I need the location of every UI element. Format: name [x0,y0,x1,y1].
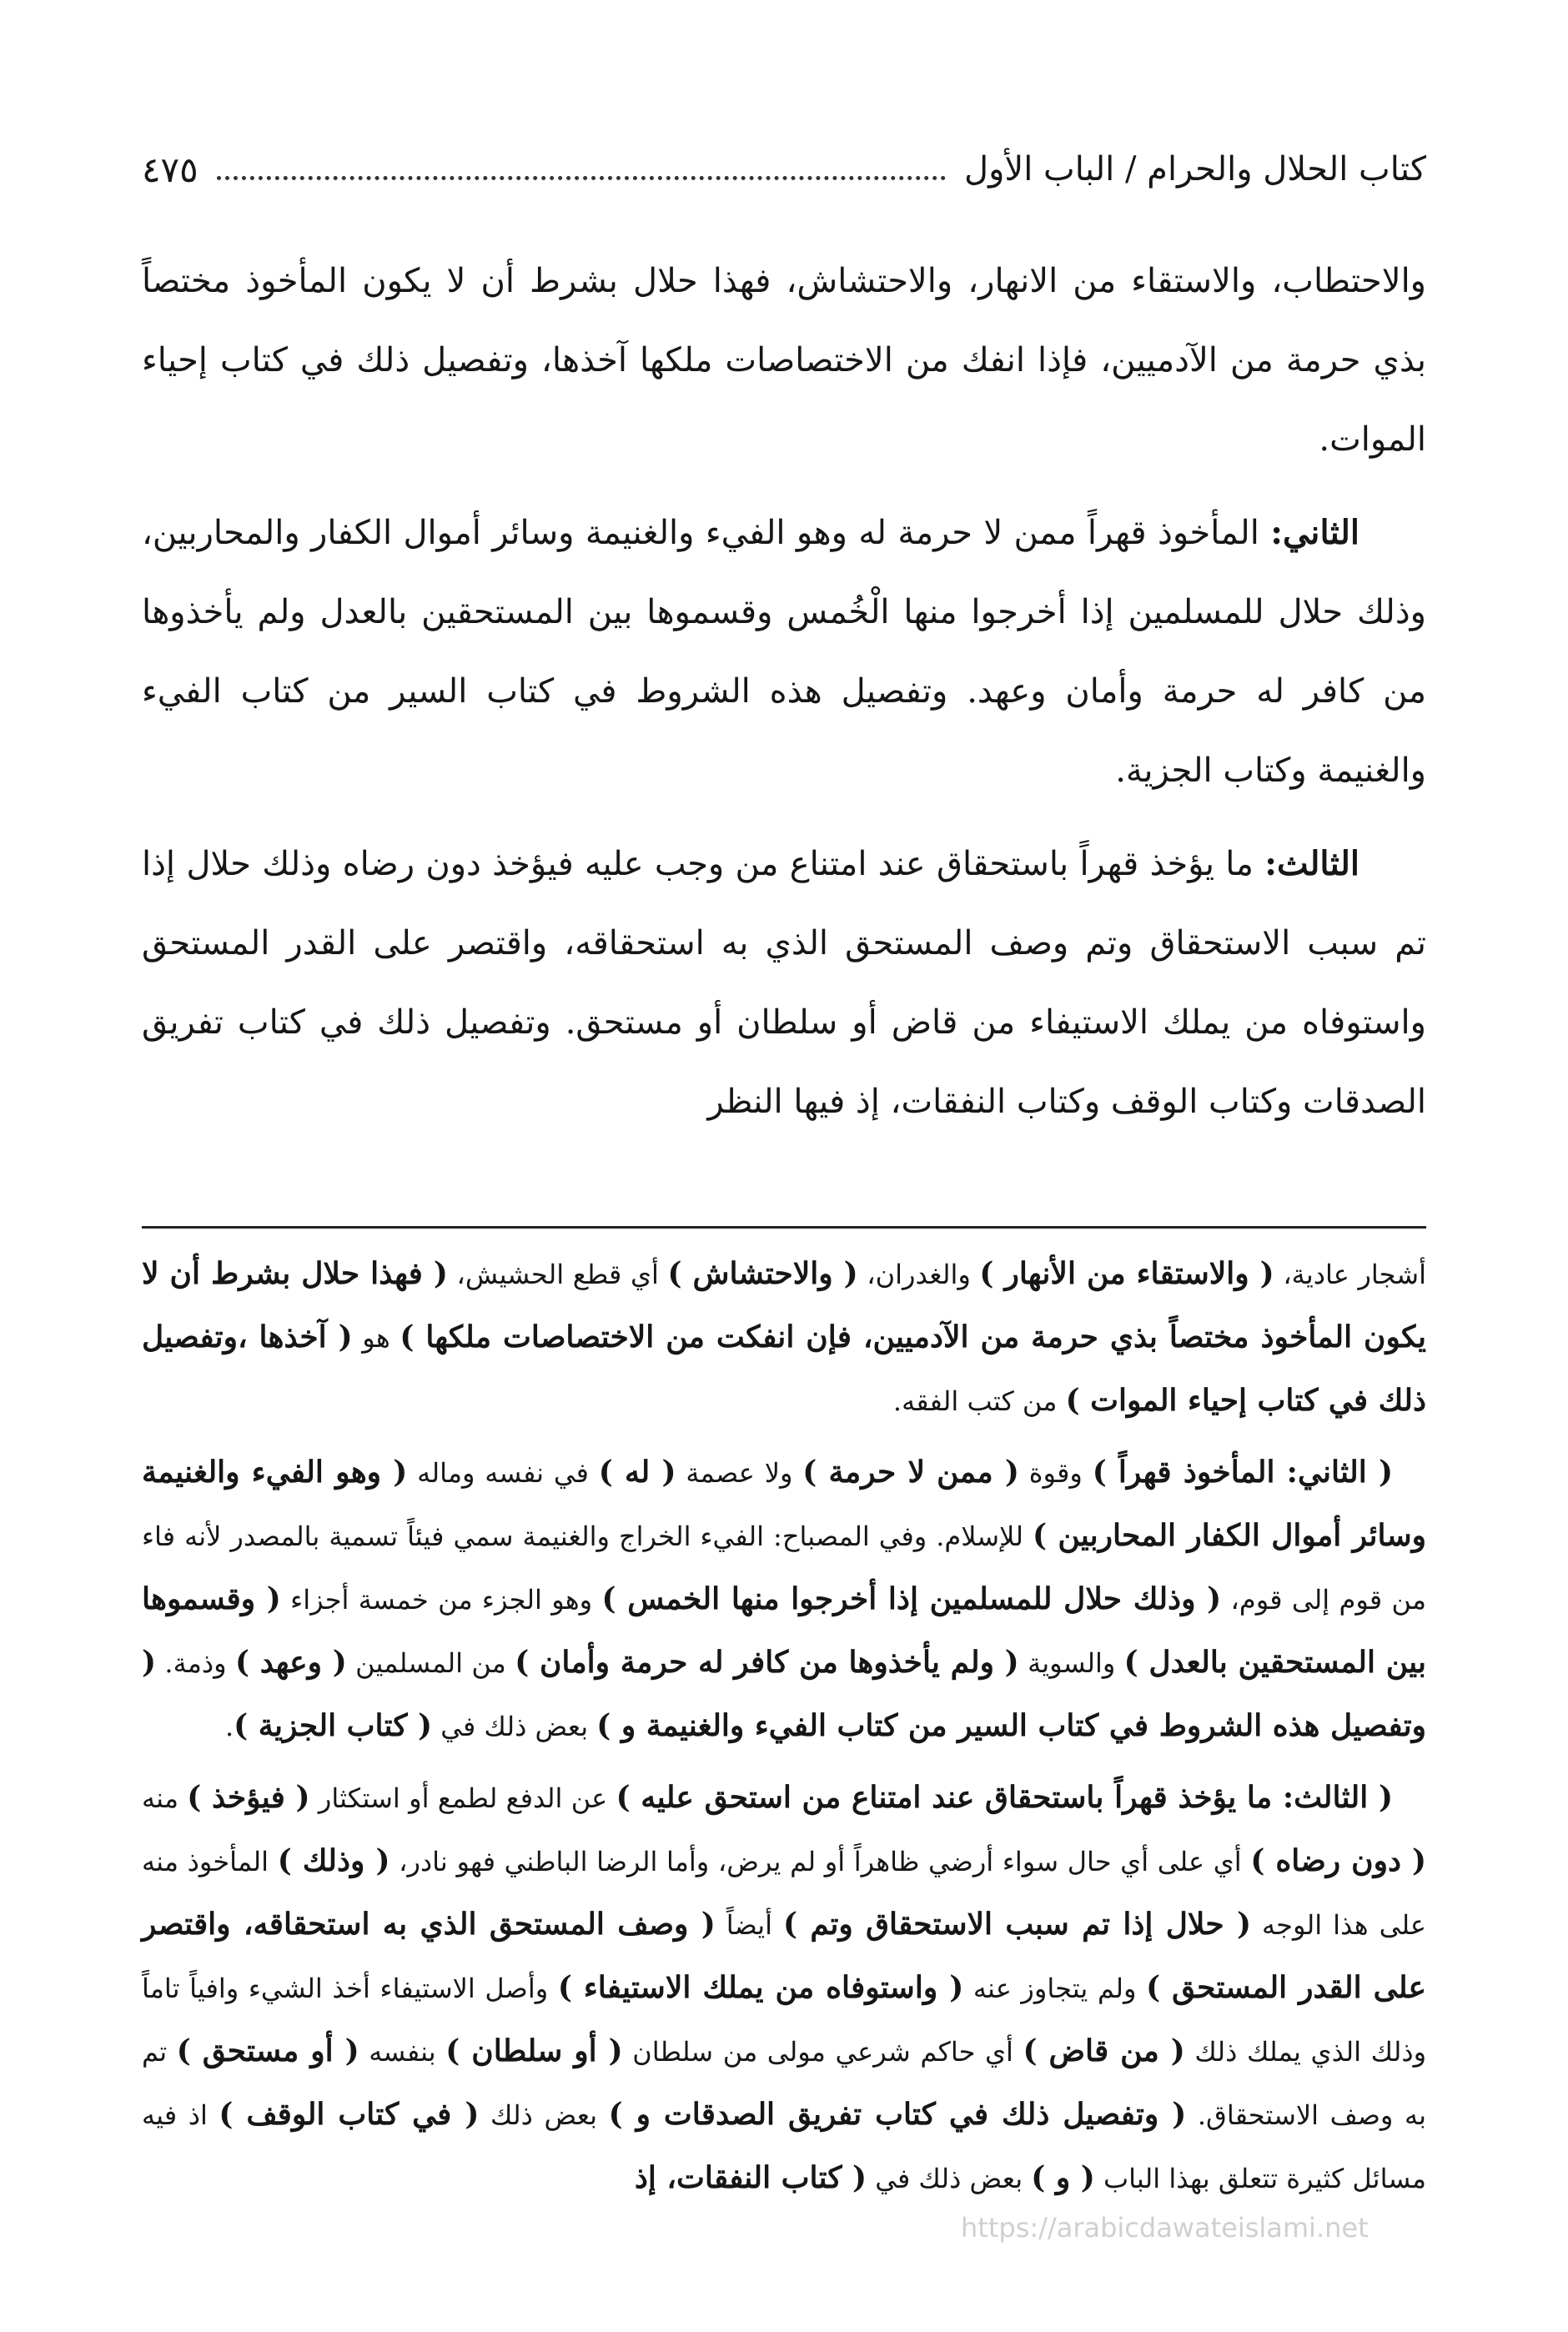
commentary-text: أي على أي حال سواء أرضي ظاهراً أو لم يرض، وأما الرضا الباطني فهو نادر، [389,1846,1251,1877]
quoted-main-text: ( وذلك حلال للمسلمين إذا أخرجوا منها الخمس ) [601,1581,1222,1616]
main-paragraph-3-text: ما يؤخذ قهراً باستحقاق عند امتناع من وجب عليه فيؤخذ دون رضاه وذلك حلال إذا تم سبب الاستحقاق وتم وصف المستحق الذي به استحقاقه، واقتصر على القدر المستحق واستوفاه من يملك الاستيفاء من قاض أو سلطان أو مستحق. وتفصيل ذلك في كتاب تفريق الصدقات وكتاب الوقف وكتاب النفقات، إذ فيها النظر [142,845,1426,1121]
main-paragraph-2-text: المأخوذ قهراً ممن لا حرمة له وهو الفيء والغنيمة وسائر أموال الكفار والمحاربين، وذلك حلال للمسلمين إذا أخرجوا منها الْخُمس وقسموها بين المستحقين بالعدل ولم يأخذوها من كافر له حرمة وأمان وعهد. وتفصيل هذه الشروط في كتاب السير من كتاب الفيء والغنيمة وكتاب الجزية. [142,514,1426,790]
commentary-text: في نفسه وماله [407,1457,599,1489]
page-number: ٤٧٥ [142,148,199,190]
commentary-text: من المسلمين [346,1647,515,1679]
quoted-main-text: ( فهذا حلال بشرط أن لا يكون المأخوذ مختصاً بذي حرمة من الآدميين، فإن انفكت من الاختصاصات ملكها ) [142,1256,1426,1354]
commentary-text: أشجار عادية، [1274,1259,1427,1290]
commentary-text: وذمة. [156,1647,235,1679]
commentary [142,1243,1426,2219]
main-paragraph-3 [142,824,1426,1142]
main-paragraph-2-lead: الثاني: [1270,513,1359,552]
quoted-main-text: ( ولم يأخذوها من كافر له حرمة وأمان ) [515,1645,1019,1680]
commentary-text: بنفسه [359,2036,446,2068]
commentary-text: والسوية [1018,1647,1124,1679]
commentary-text: بعض ذلك في [432,1711,597,1742]
commentary-text: أيضاً [715,1909,784,1941]
quoted-main-text: ( وذلك ) [277,1843,390,1878]
commentary-text: . [225,1711,234,1742]
commentary-text: والغدران، [857,1259,980,1290]
quoted-main-text: ( كتاب الجزية ) [234,1708,433,1743]
running-header [142,140,1426,199]
main-paragraph-1-text: والاحتطاب، والاستقاء من الانهار، والاحتشاش، فهذا حلال بشرط أن لا يكون المأخوذ مختصاً بذي حرمة من الآدميين، فإذا انفك من الاختصاصات ملكها آخذها، وتفصيل ذلك في كتاب إحياء الموات. [142,262,1426,459]
quoted-main-text: ( و ) [1031,2160,1095,2195]
commentary-paragraph-3 [142,1767,1426,2210]
quoted-main-text: ( وصف المستحق الذي به استحقاقه، واقتصر على القدر المستحق ) [142,1907,1427,2005]
quoted-main-text: ( له ) [598,1455,676,1490]
quoted-main-text: ( حلال إذا تم سبب الاستحقاق وتم ) [783,1907,1252,1942]
watermark-url: https://arabicdawateislami.net [961,2212,1369,2244]
commentary-text: بعض ذلك [479,2099,609,2131]
quoted-main-text: ( وعهد ) [234,1645,347,1680]
main-paragraph-2 [142,493,1426,811]
commentary-text: عن الدفع لطمع أو استكثار [309,1782,616,1814]
commentary-text: المأخوذ منه على هذا الوجه [142,1846,1427,1941]
book-page [142,125,1426,2277]
quoted-main-text: ( وقسموها بين المستحقين بالعدل ) [142,1581,1427,1680]
commentary-text: وأصل الاستيفاء أخذ الشيء وافياً تاماً وذلك الذي يملك ذلك [142,1973,1427,2068]
commentary-paragraph-2 [142,1441,1426,1758]
main-paragraph-1 [142,242,1426,480]
commentary-text: منه [142,1782,188,1814]
commentary-text: اذ فيه مسائل كثيرة تتعلق بهذا الباب [142,2099,1426,2194]
commentary-text: وقوة [1018,1457,1093,1489]
commentary-text: ولم يتجاوز عنه [963,1973,1147,2004]
commentary-text: أي قطع الحشيش، [447,1259,668,1290]
commentary-text: أي حاكم شرعي مولى من سلطان [622,2036,1023,2068]
quoted-main-text: ( والاحتشاش ) [667,1256,858,1291]
quoted-main-text: ( وتفصيل هذه الشروط في كتاب السير من كتاب الفيء والغنيمة و ) [142,1645,1426,1743]
quoted-main-text: ( في كتاب الوقف ) [219,2097,480,2132]
commentary-paragraph-1 [142,1243,1426,1433]
quoted-main-text: ( وهو الفيء والغنيمة وسائر أموال الكفار المحاربين ) [142,1455,1427,1553]
commentary-text: تم به وصف الاستحقاق. [142,2036,1426,2131]
quoted-main-text: ( فيؤخذ ) [187,1780,310,1815]
quoted-main-text: ( آخذها ،وتفصيل ذلك في كتاب إحياء الموات ) [142,1319,1426,1418]
quoted-main-text: ( كتاب النفقات، إذ [634,2160,867,2195]
quoted-main-text: ( والاستقاء من الأنهار ) [979,1256,1274,1291]
commentary-text: وهو الجزء من خمسة أجزاء [280,1584,602,1616]
quoted-main-text: ( الثاني: المأخوذ قهراً ) [1092,1455,1394,1490]
quoted-main-text: ( دون رضاه ) [1250,1843,1427,1878]
commentary-text: ولا عصمة [676,1457,803,1489]
chapter-title: كتاب الحلال والحرام / الباب الأول [964,150,1426,188]
footnote-separator [142,1226,1426,1229]
commentary-text: من كتب الفقه. [892,1385,1066,1417]
commentary-text: للإسلام. وفي المصباح: الفيء الخراج والغنيمة سمي فيئاً تسمية بالمصدر لأنه فاء من قوم إلى قوم، [142,1520,1427,1616]
main-paragraph-3-lead: الثالث: [1264,844,1359,883]
commentary-text: هو [352,1322,400,1354]
quoted-main-text: ( من قاض ) [1023,2033,1185,2068]
main-text [142,242,1426,1155]
commentary-text: بعض ذلك في [867,2163,1032,2194]
quoted-main-text: ( الثالث: ما يؤخذ قهراً باستحقاق عند امتناع من استحق عليه ) [616,1780,1394,1815]
header-dot-leader [217,159,946,180]
quoted-main-text: ( واستوفاه من يملك الاستيفاء ) [557,1970,964,2005]
quoted-main-text: ( وتفصيل ذلك في كتاب تفريق الصدقات و ) [608,2097,1187,2132]
quoted-main-text: ( ممن لا حرمة ) [802,1455,1019,1490]
quoted-main-text: ( أو سلطان ) [445,2033,623,2068]
quoted-main-text: ( أو مستحق ) [176,2033,359,2068]
